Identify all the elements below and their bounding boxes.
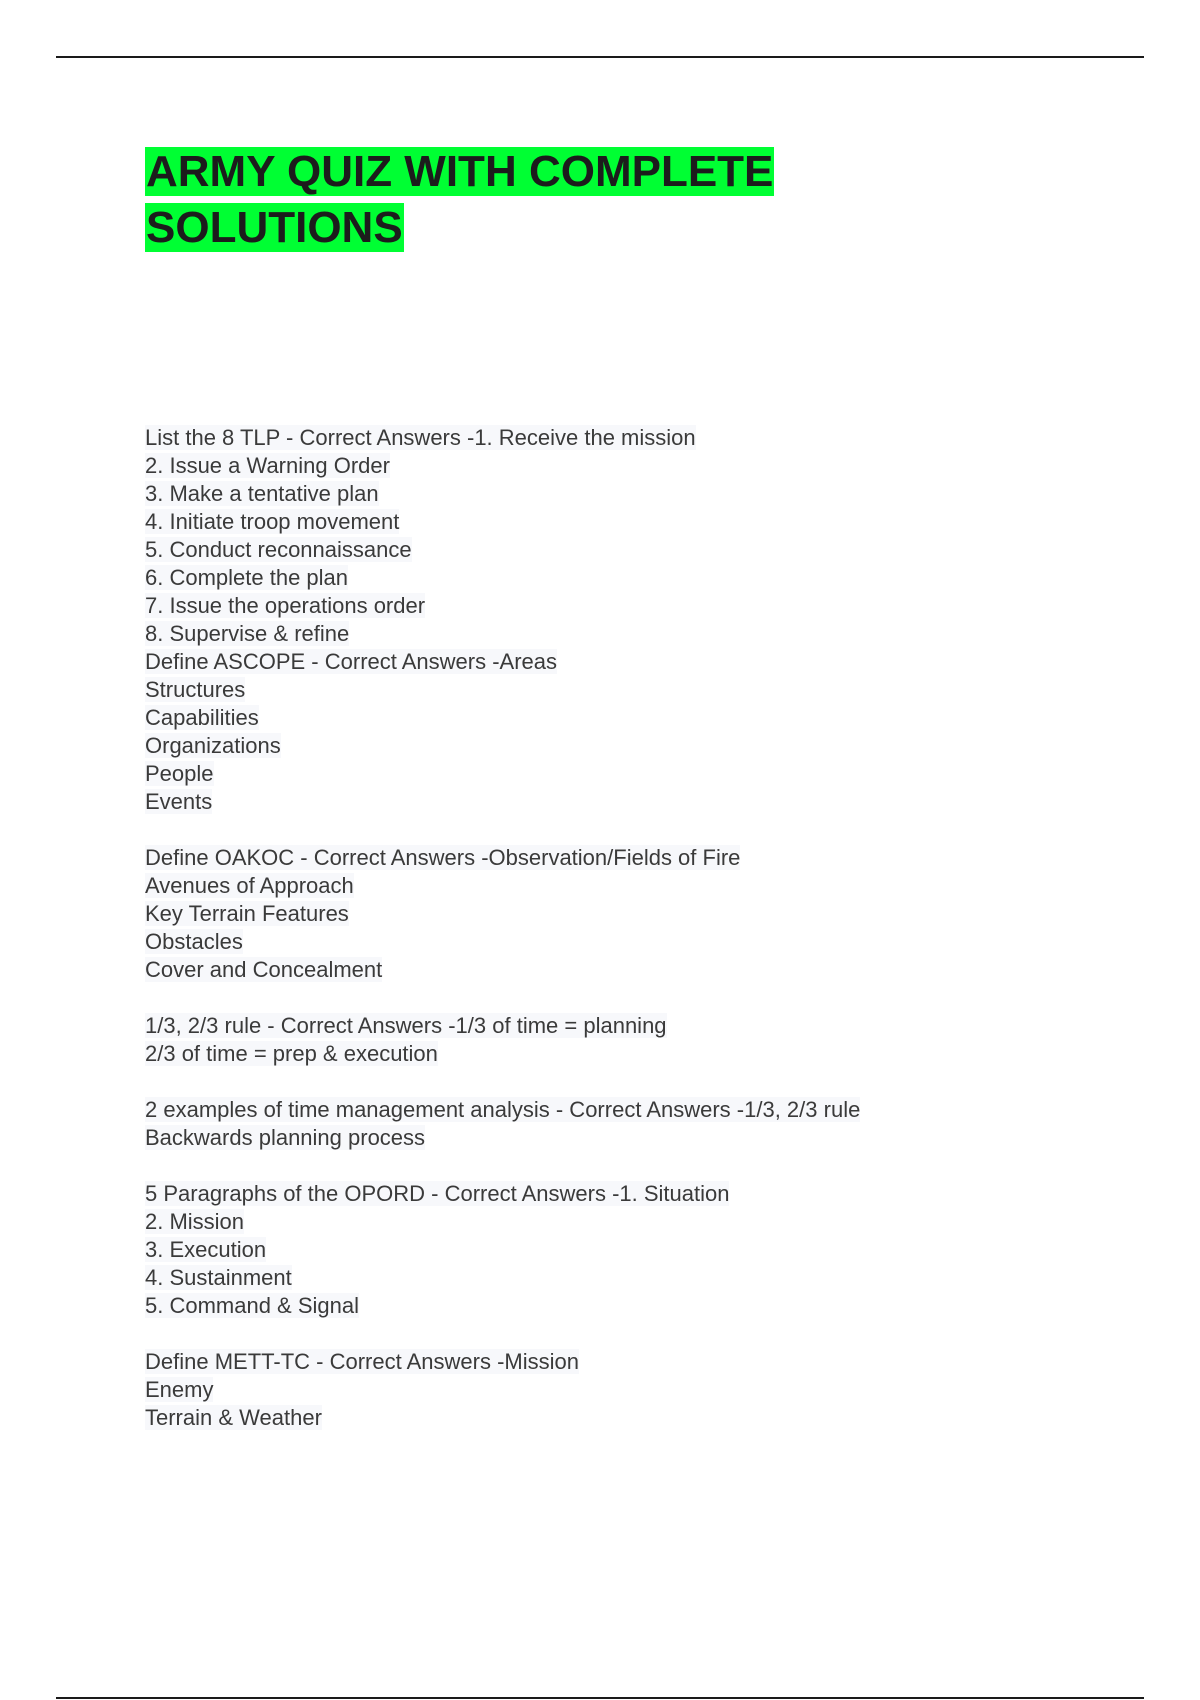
- text-line: Define ASCOPE - Correct Answers -Areas: [145, 649, 558, 674]
- text-line: Avenues of Approach: [145, 873, 354, 898]
- text-line: 5 Paragraphs of the OPORD - Correct Answers -1. Situation: [145, 1181, 730, 1206]
- text-line: Events: [145, 789, 213, 814]
- text-line: 1/3, 2/3 rule - Correct Answers -1/3 of time = planning: [145, 1013, 667, 1038]
- text-line: 7. Issue the operations order: [145, 593, 426, 618]
- text-line: List the 8 TLP - Correct Answers -1. Receive the mission: [145, 425, 696, 450]
- text-line: Key Terrain Features: [145, 901, 349, 926]
- text-line: 2. Issue a Warning Order: [145, 453, 390, 478]
- text-line: 5. Conduct reconnaissance: [145, 537, 412, 562]
- text-line: 4. Sustainment: [145, 1265, 292, 1290]
- block-spacer: [145, 816, 1145, 844]
- text-line: 2/3 of time = prep & execution: [145, 1041, 438, 1066]
- qa-block: [145, 1348, 1145, 1432]
- text-line: 2 examples of time management analysis - Correct Answers -1/3, 2/3 rule: [145, 1097, 861, 1122]
- qa-block: [145, 1096, 1145, 1152]
- qa-block: [145, 844, 1145, 984]
- block-spacer: [145, 984, 1145, 1012]
- text-line: Cover and Concealment: [145, 957, 383, 982]
- text-line: 6. Complete the plan: [145, 565, 349, 590]
- text-line: 4. Initiate troop movement: [145, 509, 400, 534]
- document-title: [145, 144, 1045, 256]
- qa-block: [145, 1180, 1145, 1320]
- text-line: Terrain & Weather: [145, 1405, 322, 1430]
- text-line: Enemy: [145, 1377, 214, 1402]
- text-line: 5. Command & Signal: [145, 1293, 359, 1318]
- block-spacer: [145, 1152, 1145, 1180]
- qa-block: [145, 1012, 1145, 1068]
- text-line: People: [145, 761, 214, 786]
- text-line: Define OAKOC - Correct Answers -Observation/Fields of Fire: [145, 845, 741, 870]
- block-spacer: [145, 1068, 1145, 1096]
- qa-block: [145, 424, 1145, 816]
- top-rule: [56, 56, 1144, 58]
- block-spacer: [145, 1320, 1145, 1348]
- document-body: [145, 424, 1145, 1432]
- text-line: Capabilities: [145, 705, 259, 730]
- text-line: Structures: [145, 677, 246, 702]
- bottom-rule: [56, 1697, 1144, 1699]
- text-line: 2. Mission: [145, 1209, 245, 1234]
- text-line: 8. Supervise & refine: [145, 621, 350, 646]
- title-line: SOLUTIONS: [146, 203, 403, 252]
- text-line: 3. Execution: [145, 1237, 267, 1262]
- title-line: ARMY QUIZ WITH COMPLETE: [146, 147, 774, 196]
- text-line: Obstacles: [145, 929, 243, 954]
- text-line: Define METT-TC - Correct Answers -Mission: [145, 1349, 579, 1374]
- text-line: Organizations: [145, 733, 281, 758]
- text-line: 3. Make a tentative plan: [145, 481, 379, 506]
- text-line: Backwards planning process: [145, 1125, 426, 1150]
